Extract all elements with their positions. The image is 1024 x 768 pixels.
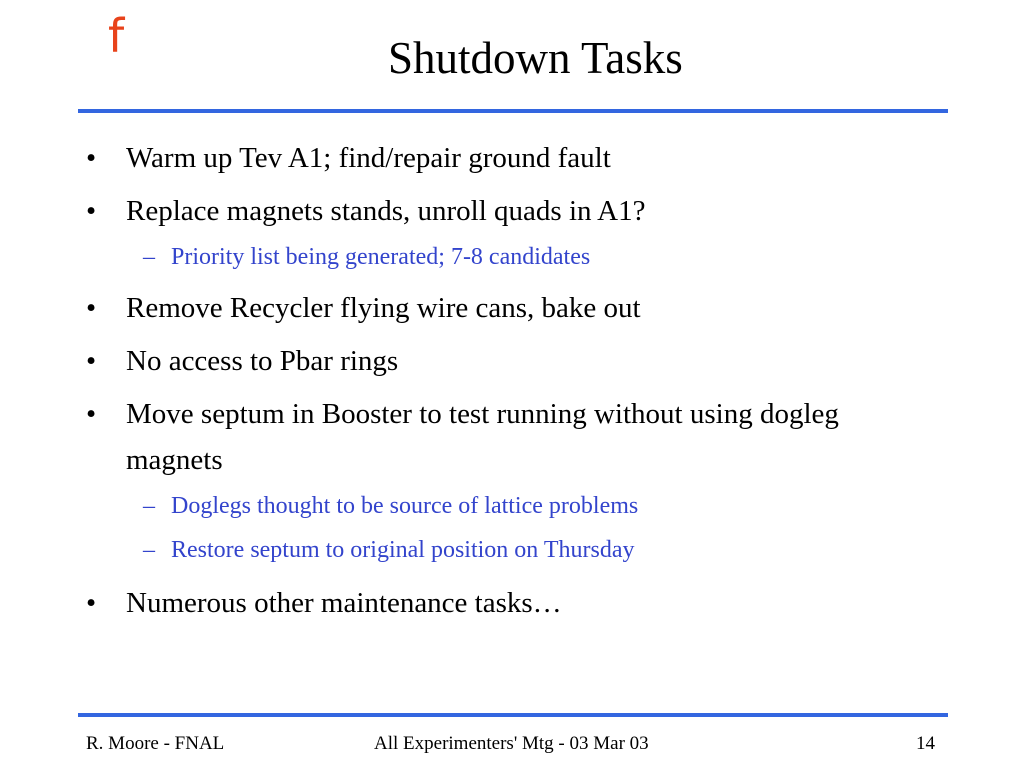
footer-divider: [78, 713, 948, 717]
bullet-marker: •: [86, 398, 97, 430]
bullet-text: Warm up Tev A1; find/repair ground fault: [126, 142, 611, 174]
sub-bullet-text: Restore septum to original position on Thursday: [171, 537, 635, 563]
bullet-text: Replace magnets stands, unroll quads in A1?: [126, 195, 646, 227]
footer-meeting: All Experimenters' Mtg - 03 Mar 03: [374, 733, 649, 754]
bullet-text: Numerous other maintenance tasks…: [126, 587, 562, 619]
sub-bullet-marker: –: [143, 244, 155, 270]
sub-bullet-item: [143, 241, 903, 273]
bullet-text: Move septum in Booster to test running without using dogleg magnets: [126, 398, 839, 476]
slide-title: Shutdown Tasks: [388, 33, 683, 83]
sub-bullet-text: Priority list being generated; 7-8 candidates: [171, 244, 591, 270]
sub-bullet-text: Doglegs thought to be source of lattice problems: [171, 493, 639, 519]
bullet-marker: •: [86, 587, 97, 619]
bullet-text: Remove Recycler flying wire cans, bake out: [126, 292, 641, 324]
sub-bullet-marker: –: [143, 493, 155, 519]
page-number: 14: [916, 733, 935, 754]
sub-bullet-item: [143, 490, 903, 522]
footer-author: R. Moore - FNAL: [86, 733, 225, 754]
bullet-marker: •: [86, 142, 97, 174]
bullet-item: [86, 580, 886, 626]
bullet-item: [86, 188, 886, 234]
bullet-item: [86, 135, 886, 181]
fermilab-logo: f: [108, 9, 125, 63]
bullet-item: [86, 391, 886, 483]
bullet-item: [86, 338, 886, 384]
sub-bullet-item: [143, 534, 903, 566]
bullet-text: No access to Pbar rings: [126, 345, 399, 377]
bullet-marker: •: [86, 292, 97, 324]
bullet-marker: •: [86, 195, 97, 227]
bullet-item: [86, 285, 886, 331]
sub-bullet-marker: –: [143, 537, 155, 563]
bullet-marker: •: [86, 345, 97, 377]
